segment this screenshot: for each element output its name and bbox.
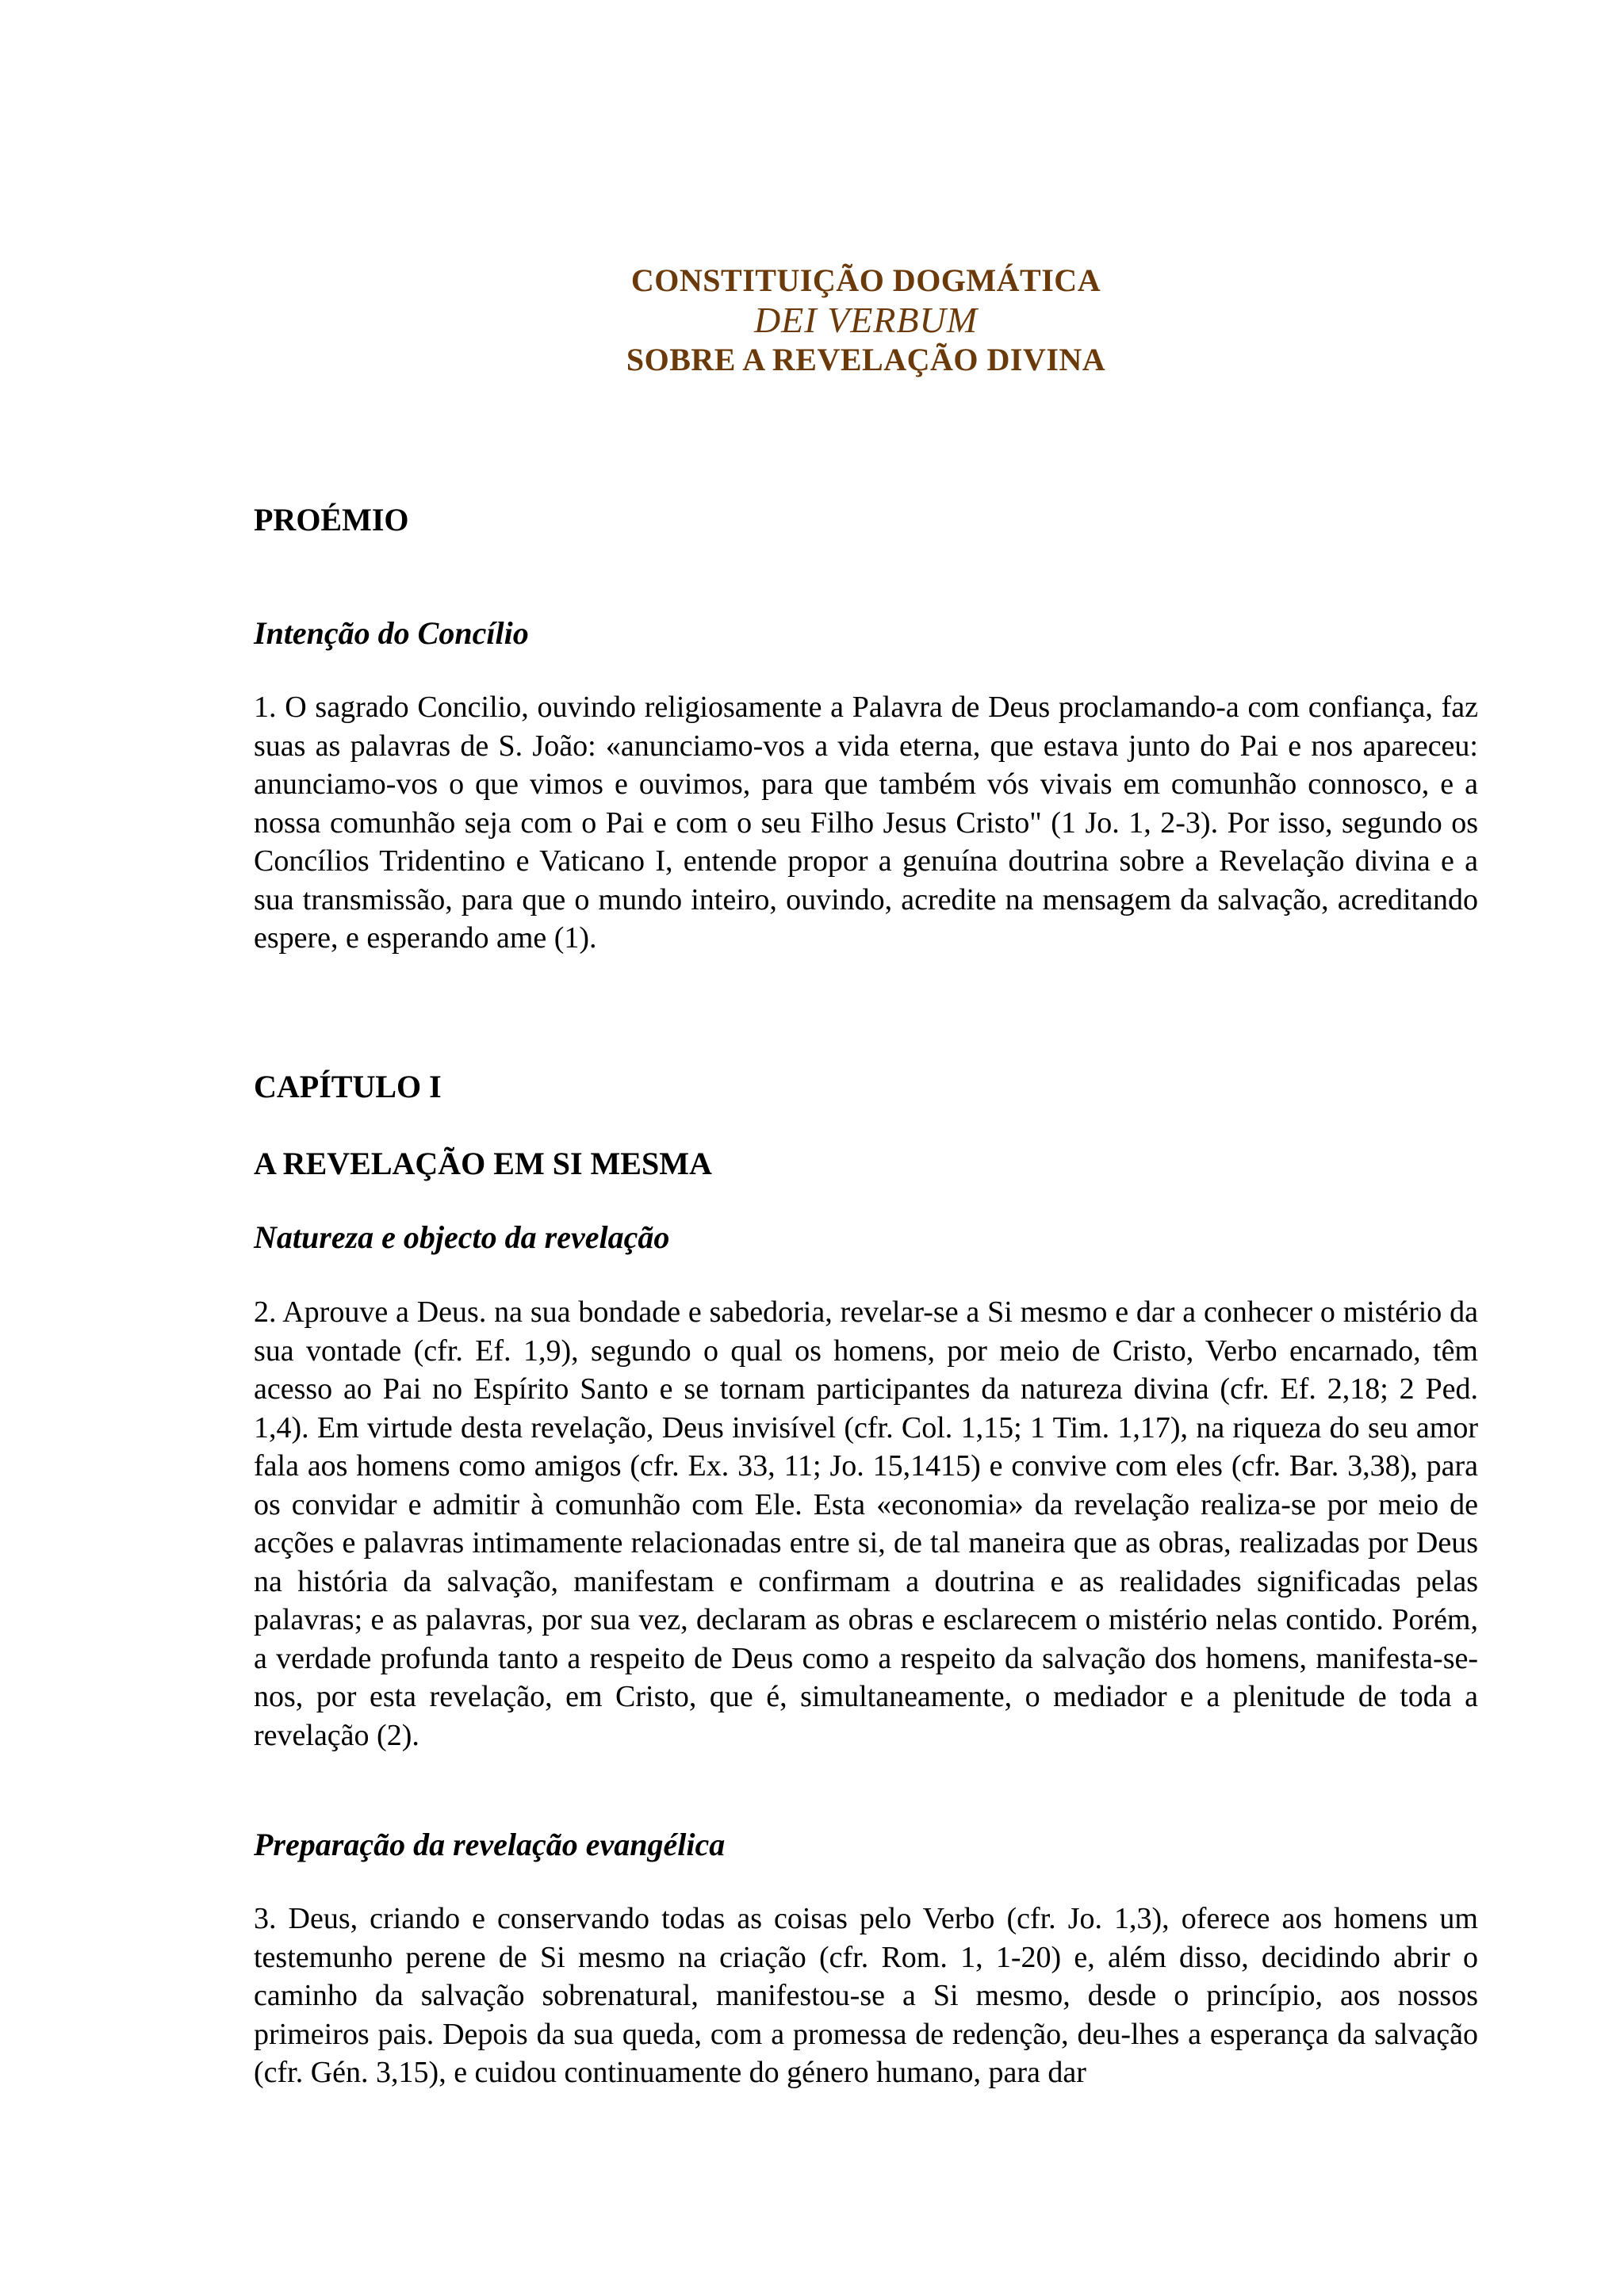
proemio-paragraph: 1. O sagrado Concilio, ouvindo religiosamente a Palavra de Deus proclamando-a com confiança, faz suas as palavras de S. João: «anunciamo-vos a vida eterna, que estava junto do Pai e nos apareceu: anunciamo-vos o que vimos e ouvimos, para que também vós vivais em comunhão connosco, e a nossa comunhão seja com o Pai e com o seu Filho Jesus Cristo" (1 Jo. 1, 2-3). Por isso, segundo os Concílios Tridentino e Vaticano I, entende propor a genuína doutrina sobre a Revelação divina e a sua transmissão, para que o mundo inteiro, ouvindo, acredite na mensagem da salvação, acreditando espere, e esperando ame (1). <box>254 691 1478 955</box>
section-paragraph-preparation: 3. Deus, criando e conservando todas as coisas pelo Verbo (cfr. Jo. 1,3), oferece aos homens um testemunho perene de Si mesmo na criação (cfr. Rom. 1, 1-20) e, além disso, decidindo abrir o caminho da salvação sobrenatural, manifestou-se a Si mesmo, desde o princípio, aos nossos primeiros pais. Depois da sua queda, com a promessa de redenção, deu-lhes a esperança da salvação (cfr. Gén. 3,15), e cuidou continuamente do género humano, para dar <box>254 1902 1478 2089</box>
chapter-heading: CAPÍTULO I <box>254 1069 442 1104</box>
section-subheading-preparation: Preparação da revelação evangélica <box>254 1827 726 1862</box>
proemio-heading: PROÉMIO <box>254 502 409 538</box>
title-line-dei-verbum: DEI VERBUM <box>753 300 979 340</box>
proemio-subheading: Intenção do Concílio <box>254 615 529 651</box>
document-title <box>254 262 1478 379</box>
title-line-revelation: SOBRE A REVELAÇÃO DIVINA <box>626 342 1106 377</box>
chapter-title: A REVELAÇÃO EM SI MESMA <box>254 1146 712 1181</box>
section-paragraph-nature: 2. Aprouve a Deus. na sua bondade e sabedoria, revelar-se a Si mesmo e dar a conhecer o mistério da sua vontade (cfr. Ef. 1,9), segundo o qual os homens, por meio de Cristo, Verbo encarnado, têm acesso ao Pai no Espírito Santo e se tornam participantes da natureza divina (cfr. Ef. 2,18; 2 Ped. 1,4). Em virtude desta revelação, Deus invisível (cfr. Col. 1,15; 1 Tim. 1,17), na riqueza do seu amor fala aos homens como amigos (cfr. Ex. 33, 11; Jo. 15,1415) e convive com eles (cfr. Bar. 3,38), para os convidar e admitir à comunhão com Ele. Esta «economia» da revelação realiza-se por meio de acções e palavras intimamente relacionadas entre si, de tal maneira que as obras, realizadas por Deus na história da salvação, manifestam e confirmam a doutrina e as realidades significadas pelas palavras; e as palavras, por sua vez, declaram as obras e esclarecem o mistério nelas contido. Porém, a verdade profunda tanto a respeito de Deus como a respeito da salvação dos homens, manifesta-se-nos, por esta revelação, em Cristo, que é, simultaneamente, o mediador e a plenitude de toda a revelação (2). <box>254 1295 1478 1752</box>
section-subheading-nature: Natureza e objecto da revelação <box>254 1219 670 1255</box>
title-line-constitution: CONSTITUIÇÃO DOGMÁTICA <box>630 262 1101 298</box>
